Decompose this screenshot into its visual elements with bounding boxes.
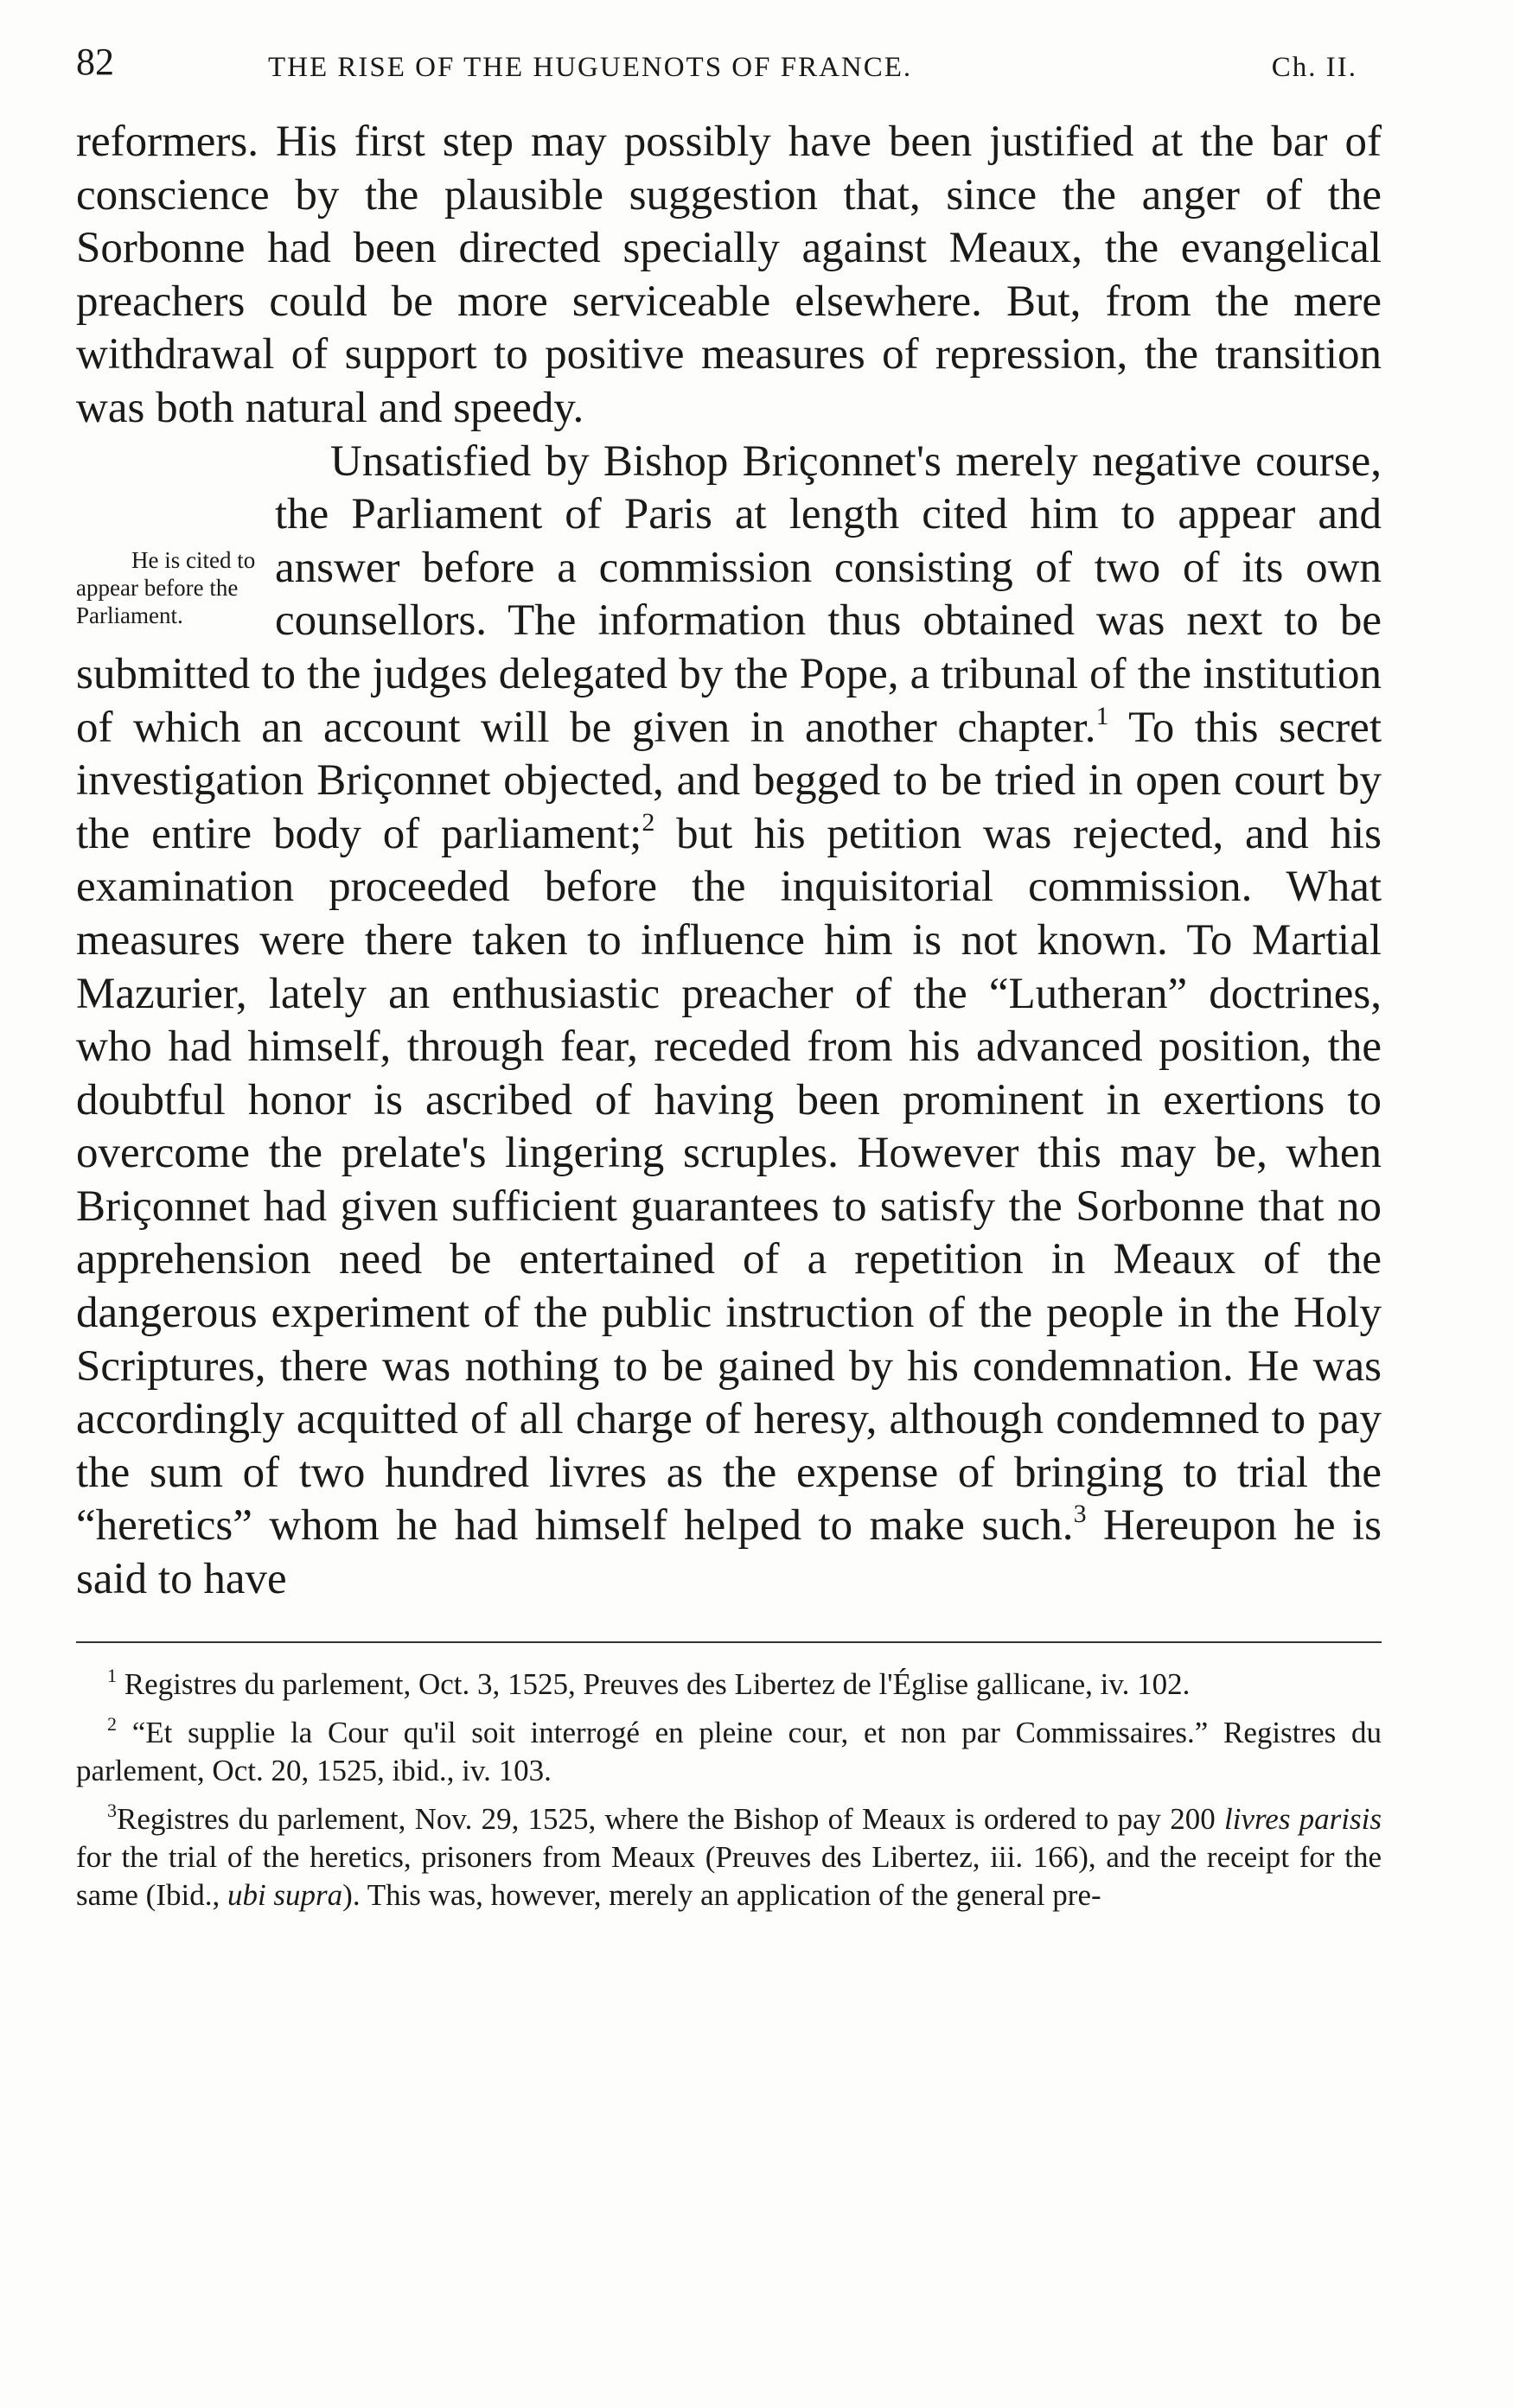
footnote-3-text-b: for the trial of the heretics, prisoners from Meaux (Preuves des Libertez, iii. 166), and the receipt for the same (Ibid., — [76, 1839, 1382, 1912]
footnote-2-mark: 2 — [107, 1712, 117, 1735]
footnote-ref-3: 3 — [1073, 1500, 1087, 1529]
book-page — [76, 35, 1382, 1914]
footnote-2-text: “Et supplie la Cour qu'il soit interrogé en pleine cour, et non par Commissaires.” Registres du parlement, Oct. 20, 1525, ibid., iv. 103. — [76, 1715, 1382, 1787]
paragraph-2 — [76, 436, 1382, 1607]
paragraph-1 — [76, 116, 1382, 436]
paragraph-2-text-a: Unsatisfied by Bishop Briçonnet's merely negative course, the Parliament of Paris at length cited him to appear and answer before a commission consisting of two of its own counsellors. The information thus obtained was next to be submitted to the judges delegated by the Pope, a tribunal of the institution of which an account will be given in another chapter. — [76, 436, 1382, 752]
paragraph-2-text-c: but his petition was rejected, and his examination proceeded before the inquisitorial commission. What measures were there taken to influence him is not known. To Martial Mazurier, lately an enthusiastic preacher of the “Lutheran” doctrines, who had himself, through fear, receded from his advanced position, the doubtful honor is ascribed of having been prominent in exertions to overcome the prelate's lingering scruples. However this may be, when Briçonnet had given sufficient guarantees to satisfy the Sorbonne that no apprehension need be entertained of a repetition in Meaux of the dangerous experiment of the public instruction of the people in the Holy Scriptures, there was nothing to be gained by his condemnation. He was accordingly acquitted of all charge of heresy, although condemned to pay the sum of two hundred livres as the expense of bringing to trial the “heretics” whom he had himself helped to make such. — [76, 809, 1382, 1551]
running-head — [76, 35, 1382, 95]
paragraph-1-text: reformers. His first step may possibly have been justified at the bar of conscience by the plausible suggestion that, since the anger of the Sorbonne had been directed specially against Meaux, the evangelical preachers could be more serviceable elsewhere. But, from the mere withdrawal of support to positive measures of repression, the transition was both natural and speedy. — [76, 118, 1382, 432]
footnote-3-text-c: ). This was, however, merely an application of the general pre- — [342, 1877, 1101, 1912]
running-title: THE RISE OF THE HUGUENOTS OF FRANCE. — [268, 52, 913, 83]
footnote-ref-2: 2 — [642, 807, 655, 837]
footnote-3-mark: 3 — [107, 1799, 117, 1821]
footnotes — [76, 1666, 1382, 1914]
body-text — [76, 116, 1382, 1607]
page-number: 82 — [76, 41, 114, 83]
footnote-2 — [76, 1714, 1382, 1790]
footnote-3-text-a: Registres du parlement, Nov. 29, 1525, where the Bishop of Meaux is ordered to pay 200 — [117, 1801, 1224, 1836]
footnote-3-italic-1: livres parisis — [1224, 1801, 1382, 1836]
footnote-1-mark: 1 — [107, 1664, 117, 1686]
margin-note: He is cited to appear before the Parliament. — [76, 546, 256, 628]
footnote-3-italic-2: ubi supra — [227, 1877, 343, 1912]
footnote-1 — [76, 1666, 1382, 1704]
paragraph-2-text-d: Hereupon he is said to have — [76, 1501, 1382, 1604]
footnote-ref-1: 1 — [1095, 701, 1109, 730]
paragraph-2-text-b: To this secret investigation Briçonnet objected, and begged to be tried in open court by the entire body of parliament; — [76, 703, 1382, 858]
footnote-rule — [76, 1641, 1382, 1643]
footnote-1-text: Registres du parlement, Oct. 3, 1525, Preuves des Libertez de l'Église gallicane, iv. 102. — [124, 1666, 1191, 1701]
footnote-3 — [76, 1800, 1382, 1914]
chapter-label: Ch. II. — [1271, 52, 1357, 83]
